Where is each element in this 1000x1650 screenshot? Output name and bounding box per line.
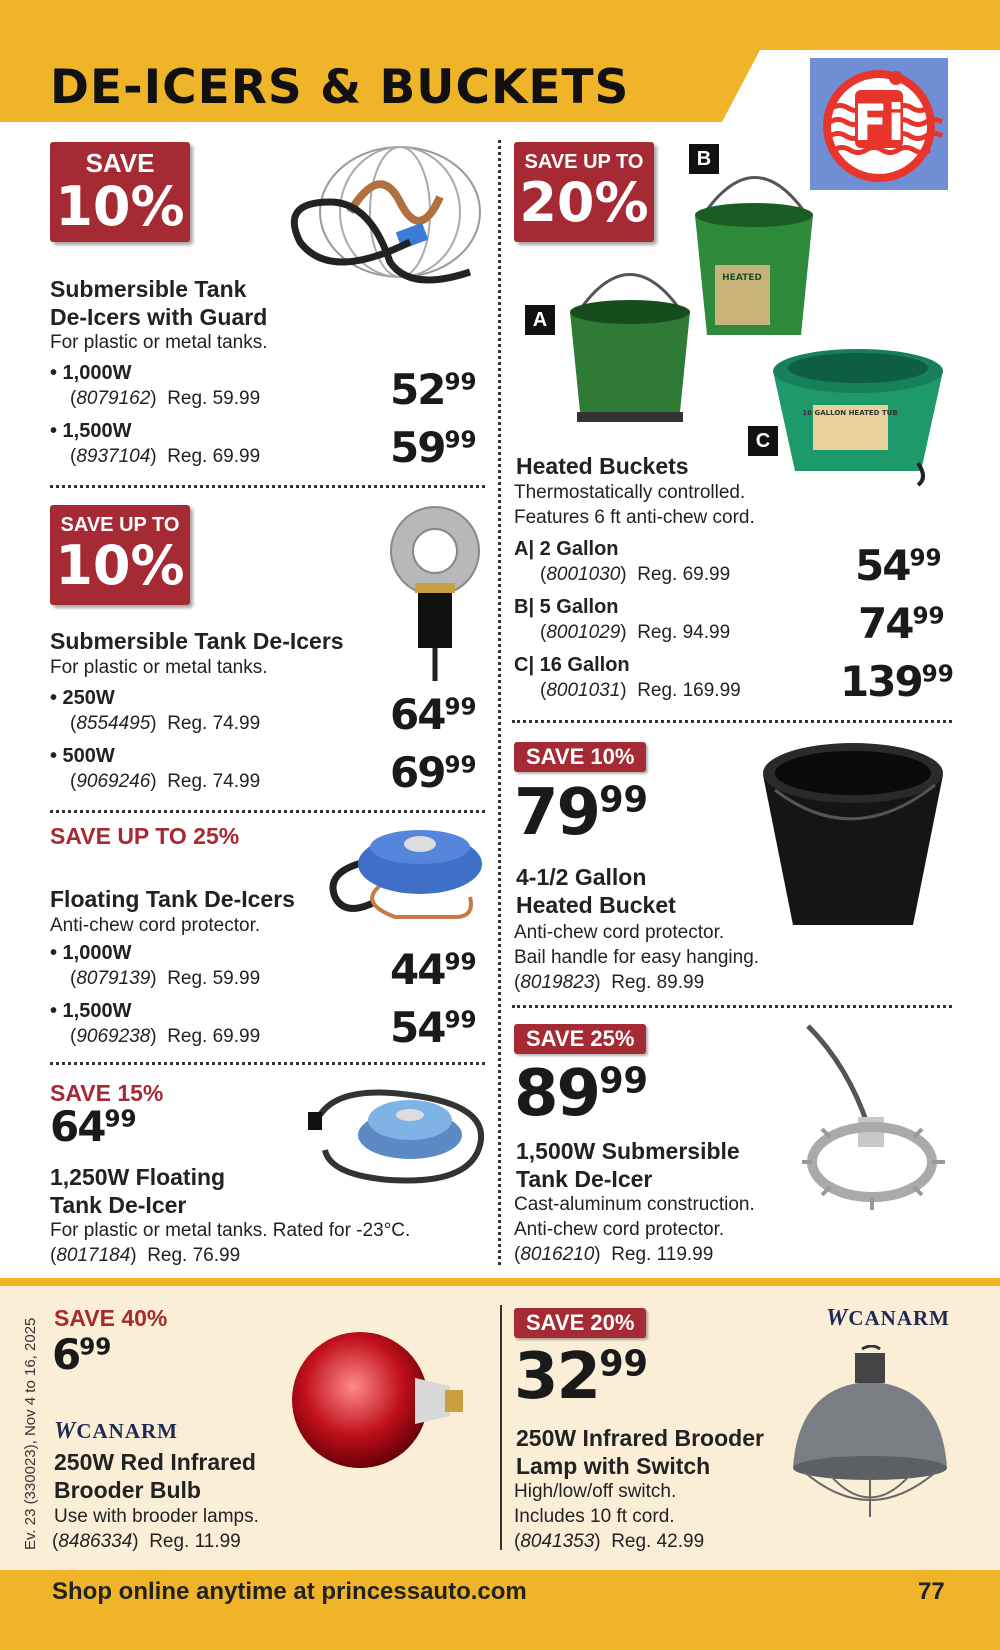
bucket-a-image (565, 262, 695, 437)
fi-logo-text: Fi (853, 94, 905, 152)
list-item: C| 16 Gallon (8001031) Reg. 169.99 (514, 654, 741, 701)
divider (512, 1005, 952, 1008)
divider (50, 1062, 485, 1065)
black-bucket-image (755, 735, 950, 935)
list-item: • 500W (9069246) Reg. 74.99 (50, 745, 261, 792)
bucket-c-label: 16 GALLON HEATED TUB (802, 409, 898, 417)
badge-percent: 20% (519, 171, 649, 234)
product-desc: Anti-chew cord protector. (514, 922, 725, 943)
product-title: 250W Red Infrared Brooder Bulb (54, 1449, 256, 1503)
product-desc: High/low/off switch. (514, 1481, 677, 1502)
product-sku: (8019823) Reg. 89.99 (514, 972, 705, 993)
list-item: • 1,000W (8079162) Reg. 59.99 (50, 362, 261, 409)
product-title: 1,500W Submersible Tank De-Icer (516, 1138, 740, 1192)
canarm-logo: WCANARM (826, 1305, 950, 1331)
list-item: • 1,000W (8079139) Reg. 59.99 (50, 942, 261, 989)
list-item: • 1,500W (8937104) Reg. 69.99 (50, 420, 261, 467)
price: $64^{99}$ (50, 1102, 137, 1151)
price: $89^{99}$ (514, 1057, 649, 1131)
product-desc: Anti-chew cord protector. (50, 915, 261, 936)
product-title: Submersible Tank De-Icers with Guard (50, 276, 268, 330)
price: $79^{99}$ (514, 776, 649, 850)
divider (50, 485, 485, 488)
badge-line1: SAVE UP TO (524, 151, 644, 173)
list-item: • 1,500W (9069238) Reg. 69.99 (50, 1000, 261, 1047)
save-pill: SAVE 10% (514, 742, 646, 772)
option-label-b: B (689, 144, 719, 174)
center-divider (498, 140, 501, 1265)
submersible-deicer-image (800, 1022, 950, 1212)
bucket-c-image (768, 343, 948, 493)
footer-link[interactable]: Shop online anytime at princessauto.com (52, 1578, 527, 1605)
save-pill: SAVE 20% (514, 1308, 646, 1338)
product-sku: (8016210) Reg. 119.99 (514, 1244, 714, 1265)
product-sku: (8486334) Reg. 11.99 (52, 1531, 241, 1552)
save-label: SAVE UP TO 25% (50, 823, 240, 849)
badge-line1: SAVE (85, 148, 155, 178)
divider (50, 810, 485, 813)
price: $32^{99}$ (514, 1340, 649, 1414)
bucket-b-label: HEATED (722, 273, 762, 283)
product-title: 250W Infrared Brooder Lamp with Switch (516, 1425, 764, 1479)
option-label-c: C (748, 426, 778, 456)
save-badge (514, 142, 654, 242)
product-desc: Use with brooder lamps. (54, 1506, 259, 1527)
save-label: SAVE 15% (50, 1080, 164, 1106)
price: $6^{99}$ (52, 1330, 112, 1379)
header-top-strip (0, 0, 1000, 50)
bottom-divider (500, 1305, 502, 1550)
list-item: A| 2 Gallon (8001030) Reg. 69.99 (514, 538, 731, 585)
save-badge (50, 142, 190, 242)
divider (512, 720, 952, 723)
option-label-a: A (525, 305, 555, 335)
product-sku: (8041353) Reg. 42.99 (514, 1531, 705, 1552)
save-pill: SAVE 25% (514, 1024, 646, 1054)
price: $54^{99}$ (390, 1003, 477, 1052)
canarm-logo: WCANARM (54, 1418, 178, 1444)
price: $54^{99}$ (855, 541, 942, 590)
page-number: 77 (918, 1578, 945, 1605)
product-title: Heated Buckets (516, 453, 689, 479)
floating-deicer-image (325, 822, 490, 937)
price: $64^{99}$ (390, 690, 477, 739)
product-desc: For plastic or metal tanks. (50, 657, 268, 678)
infrared-bulb-image (290, 1330, 470, 1470)
product-title: Floating Tank De-Icers (50, 886, 295, 912)
product-desc: For plastic or metal tanks. (50, 332, 268, 353)
badge-percent: 10% (55, 534, 185, 597)
price: $59^{99}$ (390, 423, 477, 472)
product-sku: (8017184) Reg. 76.99 (50, 1245, 241, 1266)
product-desc: Includes 10 ft cord. (514, 1506, 675, 1527)
product-desc: Anti-chew cord protector. (514, 1219, 725, 1240)
product-desc: Bail handle for easy hanging. (514, 947, 760, 968)
badge-line1: SAVE UP TO (60, 514, 180, 536)
price: $69^{99}$ (390, 748, 477, 797)
product-desc: Cast-aluminum construction. (514, 1194, 755, 1215)
price: $74^{99}$ (858, 599, 945, 648)
page-title: DE-ICERS & BUCKETS (50, 60, 630, 115)
product-title: 4-1/2 Gallon Heated Bucket (516, 864, 676, 918)
bucket-b-image (690, 165, 815, 350)
list-item: • 250W (8554495) Reg. 74.99 (50, 687, 261, 734)
badge-percent: 10% (55, 175, 185, 238)
save-label: SAVE 40% (54, 1305, 168, 1331)
fi-logo (810, 58, 948, 190)
price: $44^{99}$ (390, 945, 477, 994)
deicer-guard-image (280, 142, 490, 312)
product-desc: Thermostatically controlled. (514, 482, 746, 503)
floating-deicer-image (300, 1080, 490, 1185)
product-desc: For plastic or metal tanks. Rated for -23°C. (50, 1220, 411, 1241)
deicer-image (385, 503, 485, 683)
brooder-lamp-image (790, 1345, 950, 1525)
product-title: 1,250W Floating Tank De-Icer (50, 1164, 226, 1218)
product-desc: Features 6 ft anti-chew cord. (514, 507, 755, 528)
price: $52^{99}$ (390, 365, 477, 414)
save-badge (50, 505, 190, 605)
flyer-code: Ev. 23 (330023), Nov 4 to 16, 2025 (22, 1317, 39, 1550)
price: $139^{99}$ (840, 657, 954, 706)
list-item: B| 5 Gallon (8001029) Reg. 94.99 (514, 596, 731, 643)
product-title: Submersible Tank De-Icers (50, 628, 344, 654)
